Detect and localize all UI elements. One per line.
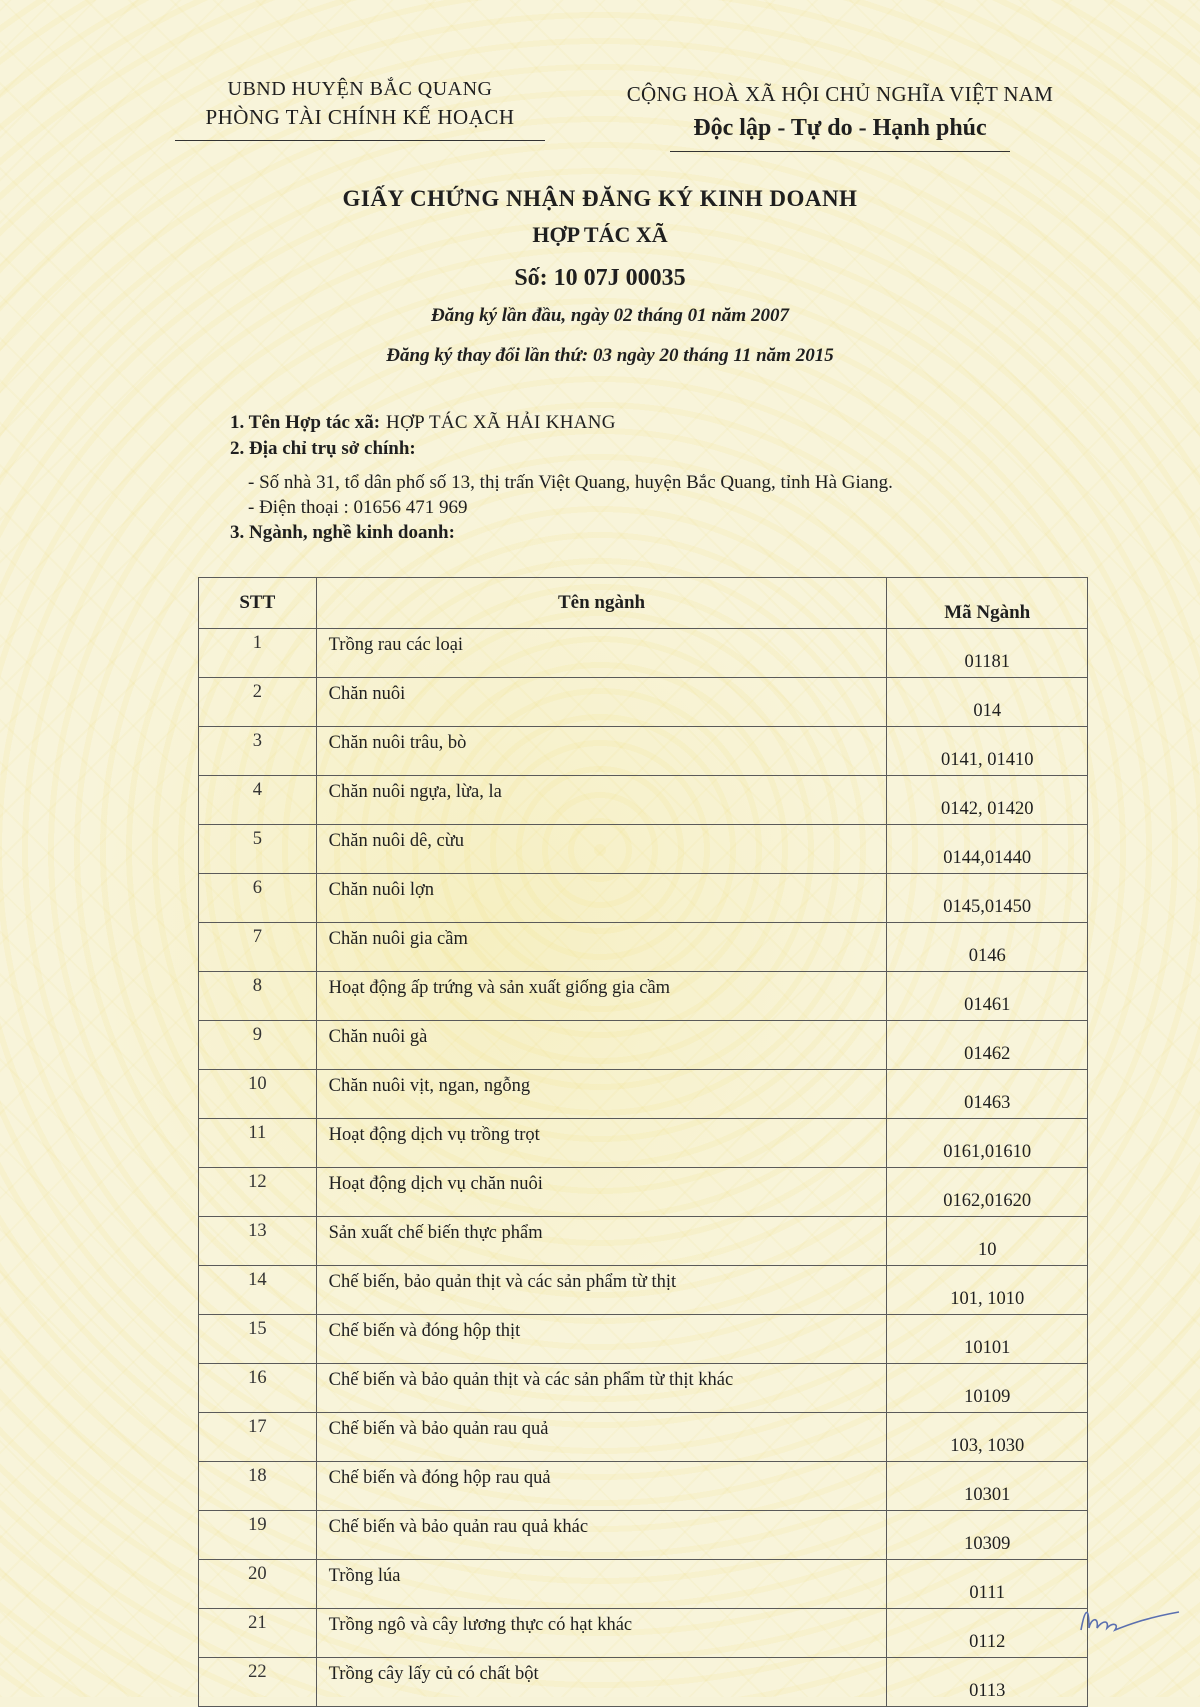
business-heading	[230, 522, 455, 544]
document-title: GIẤY CHỨNG NHẬN ĐĂNG KÝ KINH DOANH	[342, 186, 858, 211]
issuing-authority	[170, 78, 550, 141]
row-name: Hoạt động ấp trứng và sản xuất giống gia cầm	[316, 972, 887, 1021]
table-row	[199, 776, 1088, 825]
row-code: 10301	[887, 1462, 1088, 1511]
table-row	[199, 1021, 1088, 1070]
row-name: Chăn nuôi vịt, ngan, ngỗng	[316, 1070, 887, 1119]
row-code: 0141, 01410	[887, 727, 1088, 776]
row-name: Hoạt động dịch vụ chăn nuôi	[316, 1168, 887, 1217]
change-registration-date: Đăng ký thay đổi lần thứ: 03 ngày 20 tháng 11 năm 2015	[386, 345, 834, 366]
row-name: Chế biến và đóng hộp thịt	[316, 1315, 887, 1364]
row-stt: 12	[199, 1168, 317, 1217]
business-label: 3. Ngành, nghề kinh doanh:	[230, 522, 455, 543]
row-code: 01181	[887, 629, 1088, 678]
row-code: 01463	[887, 1070, 1088, 1119]
row-stt: 6	[199, 874, 317, 923]
cooperative-name-value: HỢP TÁC XÃ HẢI KHANG	[386, 412, 616, 433]
row-code: 01461	[887, 972, 1088, 1021]
row-code: 10109	[887, 1364, 1088, 1413]
row-name: Chế biến và bảo quản rau quả	[316, 1413, 887, 1462]
row-stt: 14	[199, 1266, 317, 1315]
certificate-number: Số: 10 07J 00035	[514, 265, 686, 291]
table-row	[199, 923, 1088, 972]
table-row	[199, 678, 1088, 727]
table-row	[199, 1364, 1088, 1413]
row-name: Trồng rau các loại	[316, 629, 887, 678]
row-code: 0146	[887, 923, 1088, 972]
address-line: - Số nhà 31, tổ dân phố số 13, thị trấn Việt Quang, huyện Bắc Quang, tỉnh Hà Giang.	[248, 472, 893, 493]
row-code: 0162,01620	[887, 1168, 1088, 1217]
row-stt: 2	[199, 678, 317, 727]
header-code: Mã Ngành	[887, 578, 1088, 629]
row-stt: 7	[199, 923, 317, 972]
row-name: Chế biến, bảo quản thịt và các sản phẩm từ thịt	[316, 1266, 887, 1315]
cooperative-name-label: 1. Tên Hợp tác xã:	[230, 412, 381, 433]
row-code: 014	[887, 678, 1088, 727]
table-row	[199, 1462, 1088, 1511]
header-stt: STT	[199, 578, 317, 629]
row-stt: 17	[199, 1413, 317, 1462]
row-code: 0161,01610	[887, 1119, 1088, 1168]
table-row	[199, 874, 1088, 923]
row-code: 0111	[887, 1560, 1088, 1609]
row-stt: 13	[199, 1217, 317, 1266]
authority-underline	[175, 140, 545, 141]
row-name: Chăn nuôi gia cầm	[316, 923, 887, 972]
row-stt: 15	[199, 1315, 317, 1364]
handwritten-initial	[1075, 1598, 1185, 1638]
phone-line: - Điện thoại : 01656 471 969	[248, 497, 468, 518]
header-name: Tên ngành	[316, 578, 887, 629]
row-code: 101, 1010	[887, 1266, 1088, 1315]
row-code: 0112	[887, 1609, 1088, 1658]
row-name: Trồng lúa	[316, 1560, 887, 1609]
row-stt: 1	[199, 629, 317, 678]
address-label: 2. Địa chỉ trụ sở chính:	[230, 438, 416, 459]
row-name: Hoạt động dịch vụ trồng trọt	[316, 1119, 887, 1168]
table-row	[199, 727, 1088, 776]
row-stt: 9	[199, 1021, 317, 1070]
table-header-row	[199, 578, 1088, 629]
country-name: CỘNG HOÀ XÃ HỘI CHỦ NGHĨA VIỆT NAM	[626, 82, 1054, 106]
row-name: Chế biến và bảo quản thịt và các sản phẩm từ thịt khác	[316, 1364, 887, 1413]
row-name: Chăn nuôi	[316, 678, 887, 727]
row-name: Chăn nuôi gà	[316, 1021, 887, 1070]
row-name: Trồng ngô và cây lương thực có hạt khác	[316, 1609, 887, 1658]
row-code: 10	[887, 1217, 1088, 1266]
row-code: 0145,01450	[887, 874, 1088, 923]
table-row	[199, 1609, 1088, 1658]
row-name: Trồng cây lấy củ có chất bột	[316, 1658, 887, 1707]
table-row	[199, 629, 1088, 678]
national-motto	[570, 82, 1110, 152]
motto: Độc lập - Tự do - Hạnh phúc	[693, 115, 987, 141]
table-row	[199, 1070, 1088, 1119]
row-name: Chăn nuôi dê, cừu	[316, 825, 887, 874]
row-code: 01462	[887, 1021, 1088, 1070]
row-stt: 4	[199, 776, 317, 825]
row-code: 10309	[887, 1511, 1088, 1560]
document-subtitle: HỢP TÁC XÃ	[532, 222, 668, 247]
row-stt: 18	[199, 1462, 317, 1511]
row-name: Chăn nuôi lợn	[316, 874, 887, 923]
row-code: 103, 1030	[887, 1413, 1088, 1462]
row-name: Chăn nuôi trâu, bò	[316, 727, 887, 776]
row-stt: 8	[199, 972, 317, 1021]
table-row	[199, 1119, 1088, 1168]
row-code: 0144,01440	[887, 825, 1088, 874]
table-row	[199, 1266, 1088, 1315]
cooperative-name	[230, 412, 616, 434]
table-row	[199, 1315, 1088, 1364]
row-name: Sản xuất chế biến thực phẩm	[316, 1217, 887, 1266]
row-stt: 21	[199, 1609, 317, 1658]
table-row	[199, 1511, 1088, 1560]
motto-underline	[670, 151, 1010, 152]
row-name: Chế biến và đóng hộp rau quả	[316, 1462, 887, 1511]
table-row	[199, 1560, 1088, 1609]
authority-line-1: UBND HUYỆN BẮC QUANG	[227, 78, 493, 100]
table-row	[199, 1168, 1088, 1217]
row-stt: 16	[199, 1364, 317, 1413]
authority-line-2: PHÒNG TÀI CHÍNH KẾ HOẠCH	[205, 105, 515, 129]
row-name: Chăn nuôi ngựa, lừa, la	[316, 776, 887, 825]
row-stt: 5	[199, 825, 317, 874]
table-row	[199, 1217, 1088, 1266]
row-name: Chế biến và bảo quản rau quả khác	[316, 1511, 887, 1560]
row-stt: 20	[199, 1560, 317, 1609]
table-row	[199, 1413, 1088, 1462]
table-row	[199, 825, 1088, 874]
table-row	[199, 972, 1088, 1021]
table-row	[199, 1658, 1088, 1707]
row-stt: 11	[199, 1119, 317, 1168]
row-stt: 3	[199, 727, 317, 776]
address-heading	[230, 438, 416, 460]
row-stt: 22	[199, 1658, 317, 1707]
row-stt: 19	[199, 1511, 317, 1560]
business-lines-table	[198, 577, 1088, 1707]
row-code: 0113	[887, 1658, 1088, 1707]
first-registration-date: Đăng ký lần đầu, ngày 02 tháng 01 năm 2007	[431, 305, 789, 326]
row-code: 0142, 01420	[887, 776, 1088, 825]
row-stt: 10	[199, 1070, 317, 1119]
row-code: 10101	[887, 1315, 1088, 1364]
